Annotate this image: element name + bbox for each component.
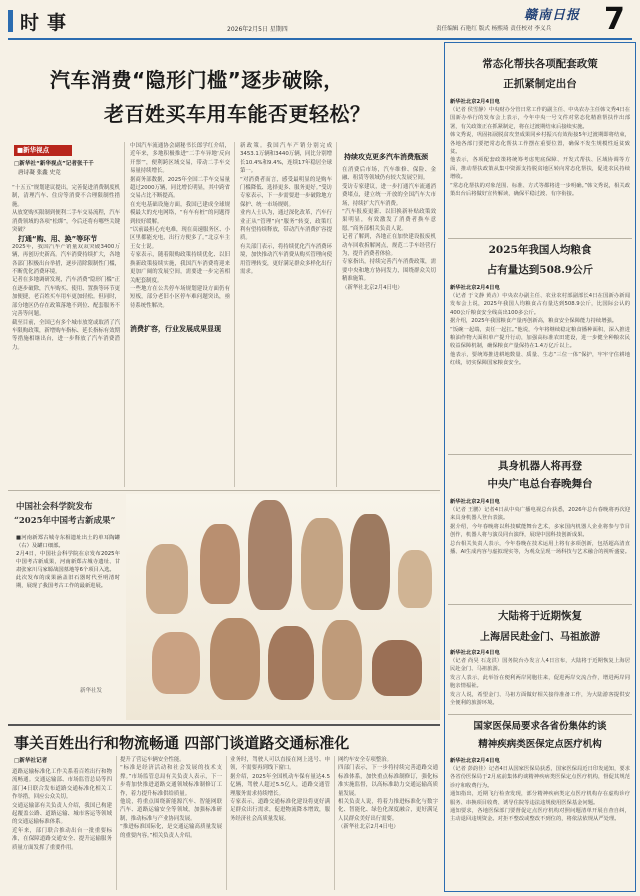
right-story-3-headline-2: 中央广电总台春晚舞台 <box>487 478 593 490</box>
right-story-5-dateline: 新华社北京2月4日电 <box>450 758 500 764</box>
pottery-artifact-icon <box>152 632 200 694</box>
top-story-column-1: “十五五”规划建议提出，完善促进消费制度机制，清理汽车、住房等消费不合理限制性措施。 从放宽购买限制到便利二手车交易流程，汽车消费领域的各项“松绑”，今后还将有哪些关键突破？ 2025年，我国汽车产销量双双突破3400万辆，再创历史新高。汽车消费持续扩大，各地各部门积极出台举措，逐步清除限制性门槛，不断优化消费环境。 记者在多地调研发现，汽车消费“隐形门槛”正在逐步破除，汽车购买、使用、置换等环节更加便捷，老百姓买车用车更加轻松。但同时，部分地区仍存在政策落地不到位、配套服务不完善等问题。 截至目前，全国已有多个城市放宽或取消了汽车限购政策，新增购车指标、延长指标有效期等措施相继出台，进一步释放了汽车消费潜力。 <box>12 185 120 351</box>
col-divider-3 <box>336 142 337 487</box>
top-story-column-4: 在消费后市场，汽车维修、保险、金融、租赁等领域仍有较大发展空间。 受访专家建议，进一步打通汽车流通消费堵点，建立统一开放的全国汽车大市场，持续扩大汽车消费。 “汽车报废更新、以旧换新补贴政策效果明显，有效激发了消费者换车意愿。”商务部相关负责人说。 记者了解到，各地正在加快建设报废机动车回收拆解网点，规范二手车经营行为，提升消费者体验。 专家指出，持续完善汽车消费政策，需要中央和地方协同发力，围绕群众关切精准施策。 （新华社北京2月4日电） <box>342 167 436 291</box>
issue-date: 2026年2月5日 星期四 <box>227 26 288 33</box>
photo-caption-body: ■河南新郑古城寺东相遗址出土的单耳陶罐（右）及罐口细部。 2月4日，中国社会科学院在京发布2025年中国考古新成果，河南新郑古城寺遗址、甘肃张家川马家塬战国墓地等6个项目入选。 此次发布的成果涵盖旧石器时代至明清时期，展现了我国考古工作的最新进展。 <box>16 535 120 589</box>
right-story-1-headline-2: 正抓紧制定出台 <box>503 78 577 90</box>
right-story-2-headline-2: 占有量达到508.9公斤 <box>486 264 594 276</box>
bottom-headline: 事关百姓出行和物流畅通 四部门谈道路交通标准化 <box>14 734 350 752</box>
right-story-2-headline-1: 2025年我国人均粮食 <box>488 244 592 256</box>
right-story-5-headline-2: 精神疾病类医保定点医疗机构 <box>478 739 602 750</box>
top-headline-line-1: 汽车消费“隐形门槛”逐步破除， <box>50 68 344 92</box>
masthead-rule <box>8 38 632 40</box>
pottery-artifact-icon <box>248 500 292 610</box>
pottery-artifact-icon <box>146 544 188 614</box>
right-story-3-dateline: 新华社北京2月4日电 <box>450 499 500 505</box>
bottom-story-column-1: 道路运输标准化工作关系着百姓出行和物流畅通。交通运输部、市场监管总局等四部门4日联合发布道路交通标准化相关工作举措，回应公众关切。 交通运输部有关负责人介绍，我国已构建起覆盖公路、道路运输、城市客运等领域的交通运输标准体系。 近年来，部门联合推动出台一批重要标准，在保障道路交通安全、提升运输服务质量方面发挥了重要作用。 <box>12 769 112 851</box>
xinhua-viewpoint-tag: ■新华视点 <box>14 145 72 156</box>
top-story-column-2: 中国汽车流通协会副秘书长郎学红介绍，近年来，多地积极推进“二手车异地‘反向开票’”，便利跨区域交易，带动二手车交易量持续增长。 据商务部数据，2025年全国二手车交易量超过2000万辆，同比增长明显，其中跨省交易占比不断提高。 在充电基础设施方面，我国已建成全球规模最大的充电网络，“有车有桩”的问题得到较好缓解。 “以前最担心充电难，现在高速服务区、小区里都能充电，出行方便多了。”北京车主王女士说。 专家表示，随着限购政策持续优化、以旧换新政策接续实施，我国汽车消费将迎来更加广阔的发展空间，需要进一步完善相关配套制度。 一些地方在公共停车场规划建设方面仍有短板，部分老旧小区停车难问题突出，亟待系统性解决。 <box>130 143 230 309</box>
col-divider-1 <box>124 142 125 487</box>
right-rule-4 <box>448 714 632 715</box>
right-story-3-body: （记者 王鹏）记者4日从中央广播电视总台获悉，2026年总台春晚将再次迎来具身机器人登台表演。 据介绍，今年春晚将以科技赋能舞台艺术，多家国内机器人企业将参与节目创作，机器人将与演员同台演绎，展现中国科技创新成果。 总台相关负责人表示，今年春晚在技术运用上将有多项创新，包括超高清直播、AI生成内容与虚拟现实等，为观众呈现一场科技与艺术融合的视听盛宴。 <box>450 507 630 556</box>
top-story-column-3: 新政策。我国汽车产销分别完成3453.1万辆和3440万辆，同比分别增长10.4%和9.4%，连续17年稳居全球第一。 “对消费者而言，感受最明显的是购车门槛降低、选择更多、服务更好。”受访专家表示，下一步需要进一步破除地方保护、统一市场规则。 业内人士认为，通过深化改革，汽车行业正从“管理”向“服务”转变，政策红利有望持续释放，带动汽车消费扩容提质。 有关部门表示，将持续优化汽车消费环境，加快推动汽车消费从购买管理向使用管理转变，更好满足群众多样化出行需求。 <box>240 143 332 276</box>
pottery-artifact-icon <box>350 514 390 610</box>
right-story-1-dateline: 新华社北京2月4日电 <box>450 99 500 105</box>
right-rule-1 <box>448 238 632 239</box>
section-title: 时事 <box>20 12 75 34</box>
right-story-5-body: （记者 彭韵佳）记者4日从国家医保局获悉，国家医保局近日印发通知，要求各省份医保局于2月底前集体约谈精神疾病类医保定点医疗机构，督促其规范诊疗和收费行为。 通知指出，近期飞行检查发现，部分精神疾病类定点医疗机构存在虚构诊疗服务、串换项目收费、诱导住院等违法违规使用医保基金问题。 通知要求，各地医保部门要督促定点医疗机构对照问题清单开展自查自纠，主动退回违规资金。对拒不整改或整改不到位的，将依法依规从严处理。 <box>450 766 630 823</box>
right-story-5-headline-1: 国家医保局要求各省份集体约谈 <box>473 721 607 732</box>
masthead <box>0 0 640 42</box>
paper-logo: 赣南日报 <box>524 8 581 23</box>
pottery-artifact-icon <box>268 626 314 700</box>
top-headline-line-2: 老百姓买车用车能否更轻松？ <box>104 102 371 126</box>
pottery-artifact-icon <box>210 618 260 700</box>
right-story-4-headline-1: 大陆将于近期恢复 <box>498 610 582 622</box>
pottery-artifact-icon <box>200 524 240 604</box>
archaeology-photo <box>126 494 440 720</box>
top-byline-1: □新华社“新华视点”记者张千千 <box>14 161 94 167</box>
right-rule-3 <box>448 604 632 605</box>
bottom-col-divider-3 <box>334 756 335 890</box>
photo-caption-title-1: 中国社会科学院发布 <box>16 502 93 512</box>
bottom-story-column-3: 业务时，驾驶人可以直接在网上选号、申领，不需要再到线下窗口。 据介绍，2025年全国机动车保有量达4.5亿辆，驾驶人超过5.5亿人，道路交通管理服务需求持续增长。 专家表示，道路交通标准化建设将更好满足群众出行需求，促进物流降本增效，服务经济社会高质量发展。 <box>230 757 330 822</box>
pottery-artifact-icon <box>322 620 362 700</box>
bottom-story-column-4: 网约车安全专项整治。 四部门表示，下一步将持续完善道路交通标准体系，加快重点标准制修订，强化标准实施监督，以高标准助力交通运输高质量发展。 相关负责人说，将着力推进标准化与数字化、智能化、绿色化深度融合，更好满足人民群众美好出行需要。 （新华社北京2月4日电） <box>338 757 438 831</box>
top-subhead-1: 打通“购、用、换”等环节 <box>18 234 118 244</box>
masthead-accent-bar <box>8 10 13 32</box>
right-story-1-body: （记者 侯雪静）中央财办分管日常工作的副主任、中央农办主任韩文秀4日在国新办举行的发布会上表示，今年中央一号文件对常态化精准帮扶作出部署，有关政策正在抓紧制定，将在过渡期结束后接续实施。 韩文秀说，巩固拓展脱贫攻坚成果同乡村振兴有效衔接5年过渡期即将结束，各地各部门要把常态化帮扶工作摆在重要位置，确保不发生规模性返贫致贫。 他表示，各项配套政策将统筹考虑兜底保障、开发式帮扶、区域协调等方面，推动帮扶政策从集中资源支持脱贫地区转向常态化帮扶，促进农民持续增收。 “常态化帮扶的对象范围、标准、方式等都将进一步明确。”韩文秀说，相关政策出台后将做好宣传解读，确保平稳过渡、有序衔接。 <box>450 107 630 198</box>
editor-credits: 责任编辑 石艳红 版式 杨熙琦 责任校对 李义兵 <box>436 26 552 32</box>
photo-credit: 新华社发 <box>80 688 103 694</box>
top-subhead-3: 持续攻克更多汽车消费瓶颈 <box>344 153 428 161</box>
top-subhead-2: 消费扩容，行业发展成果显现 <box>130 324 230 334</box>
right-rule-2 <box>448 454 632 455</box>
photo-caption-title-2: “2025年中国考古新成果” <box>14 516 116 526</box>
col-divider-2 <box>234 142 235 487</box>
right-story-3-headline-1: 具身机器人将再登 <box>498 460 582 472</box>
right-story-4-dateline: 新华社北京2月4日电 <box>450 650 500 656</box>
top-byline-2: 唐诗凝 张鑫 史竞 <box>18 170 61 176</box>
bottom-col-divider-2 <box>226 756 227 890</box>
pottery-artifact-icon <box>301 518 343 610</box>
page-number: 7 <box>604 2 625 37</box>
bottom-tag: □新华社记者 <box>14 758 48 764</box>
right-story-2-dateline: 新华社北京2月4日电 <box>450 285 500 291</box>
photo-caption-panel <box>8 494 124 720</box>
pottery-artifact-icon <box>398 550 432 608</box>
right-story-1-headline-1: 常态化帮扶各项配套政策 <box>482 58 598 70</box>
bottom-story-column-2: 提升了营运车辆安全性能。 “标准是经济活动和社会发展的技术支撑。”市场监管总局有关负责人表示，下一步将加快推进道路交通领域标准制修订工作，着力提升标准供给质量。 他说，将重点围绕新能源汽车、智能网联汽车、道路运输安全等领域，加强标准研制，推动标准与产业协同发展。 “推进标准国际化，是交通运输高质量发展的重要内容。”相关负责人介绍。 <box>120 757 222 839</box>
photo-bottom-rule <box>8 724 440 726</box>
bottom-col-divider-1 <box>116 756 117 890</box>
right-story-4-headline-2: 上海居民赴金门、马祖旅游 <box>480 632 600 643</box>
right-story-4-body: （记者 尚昊 石龙洪）国务院台办发言人4日宣布，大陆将于近期恢复上海居民赴金门、马祖旅游。 发言人表示，此举旨在便利两岸同胞往来，促进两岸交流合作，增进两岸同胞亲情福祉。 发言人说，希望金门、马祖方面做好相关接待准备工作，为大陆游客提供安全便利的旅游环境。 <box>450 658 630 707</box>
pottery-artifact-icon <box>372 640 422 696</box>
top-story-bottom-rule <box>8 490 440 491</box>
right-story-2-body: （记者 于文静 黄垚）中央农办副主任、农业农村部副部长4日在国新办新闻发布会上说，2025年我国人均粮食占有量达到508.9公斤，比国际公认的400公斤粮食安全线高出100多公斤。 据介绍，2025年我国粮食产量再创新高，粮食安全保障能力持续增强。 “饭碗一起端，责任一起扛。”他说，今年将继续稳定粮食播种面积，深入推进粮油作物大面积单产提升行动，加强高标准农田建设，进一步健全种粮农民收益保障机制，确保粮食产量保持在1.4万亿斤以上。 他表示，要统筹推进耕地数量、质量、生态“三位一体”保护，牢牢守住耕地红线，切实保障国家粮食安全。 <box>450 293 630 367</box>
